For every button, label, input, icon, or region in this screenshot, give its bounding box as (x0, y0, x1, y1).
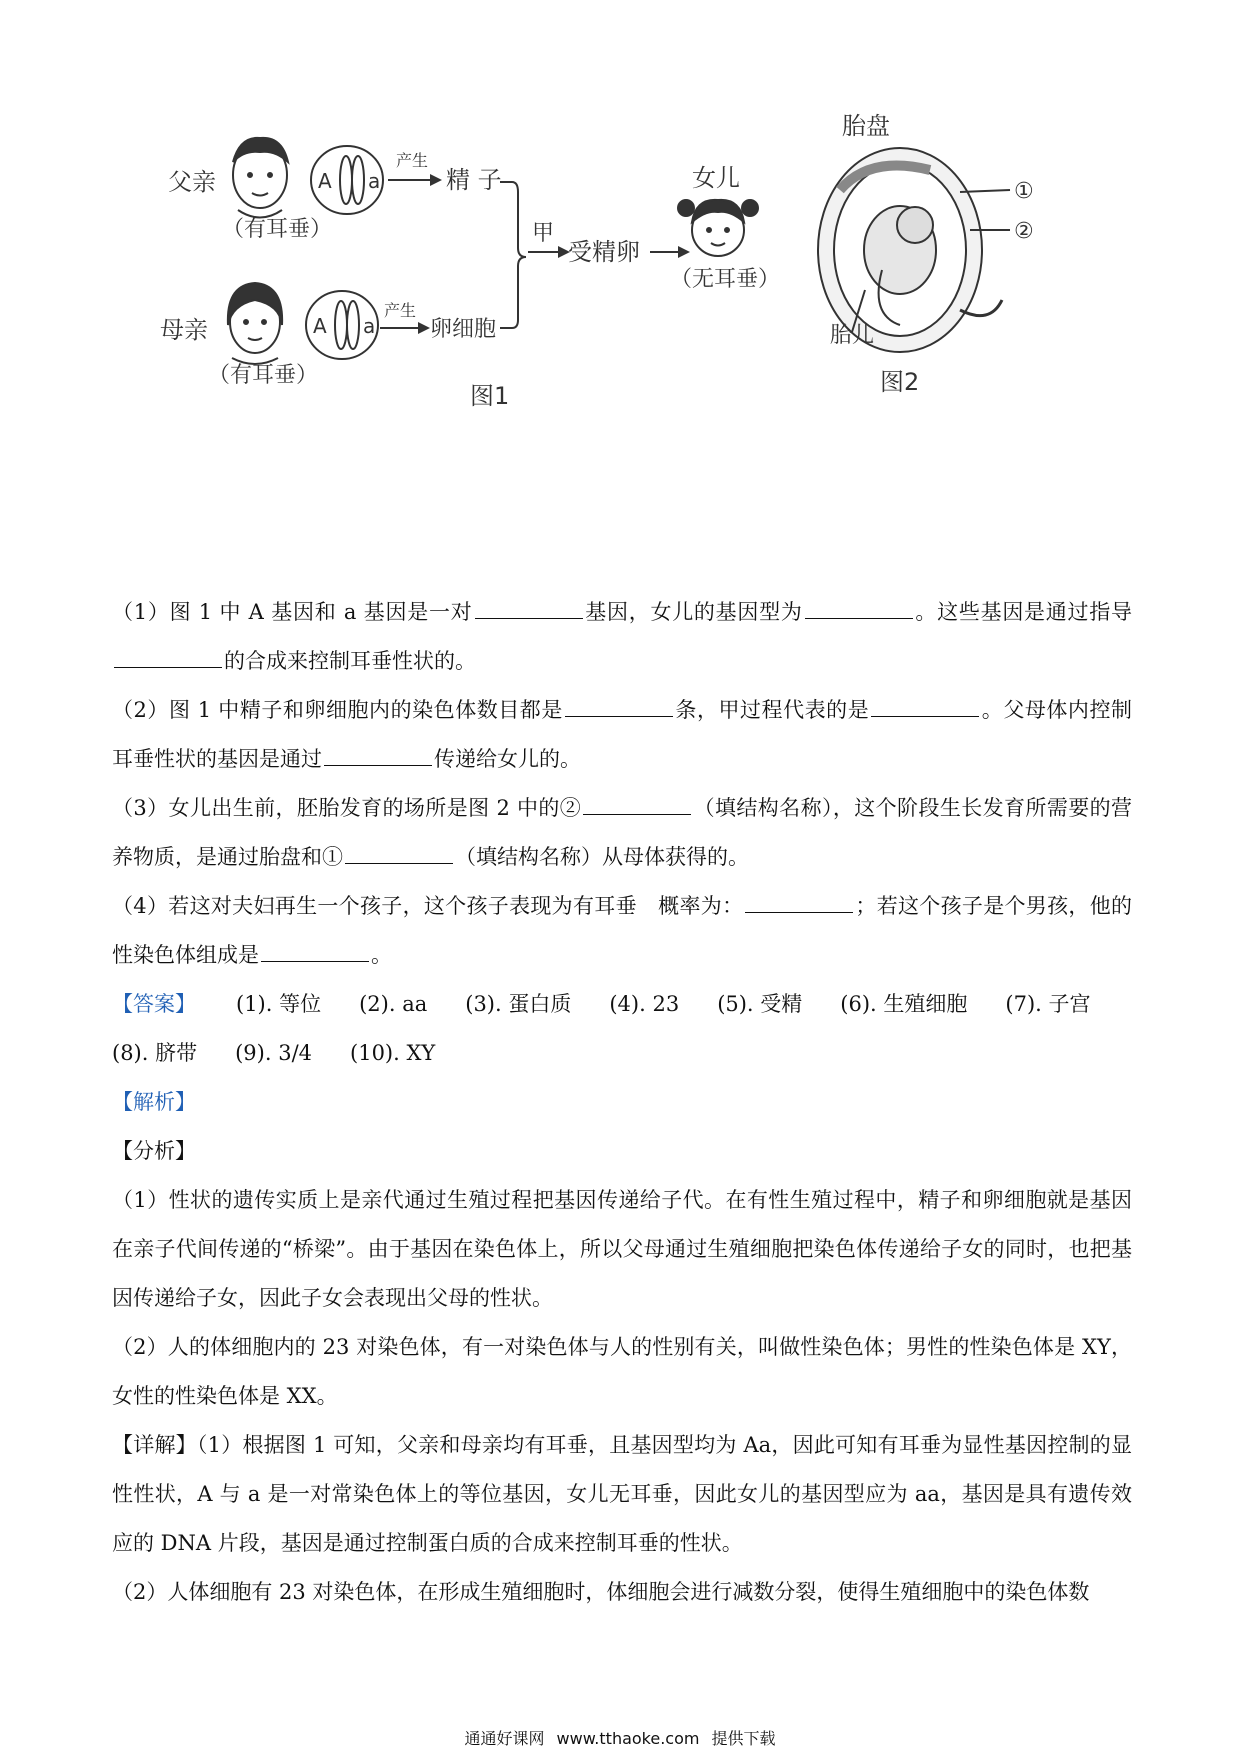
father-produce-label: 产生 (396, 151, 429, 170)
fertilization-bracket (500, 182, 526, 328)
answer-blank (261, 941, 369, 962)
egg-label: 卵细胞 (430, 317, 497, 342)
mother-produce-label: 产生 (384, 301, 417, 320)
footer-url[interactable]: www.tthaoke.com (556, 1729, 700, 1748)
father-face-icon (233, 138, 288, 218)
answer-blank (583, 794, 691, 815)
marker-1: ① (1014, 179, 1034, 204)
answer-item: (6). 生殖细胞 (840, 992, 968, 1016)
figure1-caption: 图1 (470, 382, 510, 410)
analysis-paragraph: （1）性状的遗传实质上是亲代通过生殖过程把基因传递给子代。在有性生殖过程中，精子和卵细胞就是基因在亲子代间传递的“桥梁”。由于基因在染色体上，所以父母通过生殖细胞把染色体传递给子女的同时，也把基因传递给子女，因此子女会表现出父母的性状。 (112, 1188, 1132, 1310)
analysis-label: 【解析】 (112, 1090, 196, 1114)
mother-gene-A: A (313, 314, 327, 338)
mother-face-icon (228, 283, 282, 364)
question-4: （4）若这对夫妇再生一个孩子，这个孩子表现为有耳垂 概率为： ；若这个孩子是个男孩，他的性染色体组成是 。 (112, 894, 1133, 967)
answer-item: (3). 蛋白质 (465, 992, 572, 1016)
analysis-paragraph: （2）人的体细胞内的 23 对染色体，有一对染色体与人的性别有关，叫做性染色体；男性的性染色体是 XY，女性的性染色体是 XX。 (112, 1335, 1132, 1408)
uterus-fetus-icon (818, 148, 1010, 352)
daughter-label: 女儿 (692, 164, 740, 192)
father-gene-a: a (368, 169, 381, 193)
sperm-label: 精 子 (446, 166, 502, 194)
answer-item: (9). 3/4 (235, 1041, 313, 1065)
mother-gene-a: a (363, 314, 376, 338)
footer-site: 通通好课网 (464, 1729, 545, 1748)
footer-note: 提供下载 (711, 1729, 776, 1748)
answer-item: (10). XY (350, 1041, 436, 1065)
answer-blank (805, 598, 913, 619)
question-1: （1）图 1 中 A 基因和 a 基因是一对 基因，女儿的基因型为 。这些基因是通过指导的合成来控制耳垂性状的。 (112, 600, 1133, 673)
father-gene-A: A (318, 169, 332, 193)
question-2: （2）图 1 中精子和卵细胞内的染色体数目都是 条，甲过程代表的是 。父母体内控制耳垂性状的基因是通过 传递给女儿的。 (112, 698, 1133, 771)
mother-label: 母亲 (160, 316, 208, 344)
detail-paragraph: 【详解】（1）根据图 1 可知，父亲和母亲均有耳垂，且基因型均为 Aa，因此可知有耳垂为显性基因控制的显性性状，A 与 a 是一对常染色体上的等位基因，女儿无耳垂，因此女儿的基因型应为 aa，基因是具有遗传效应的 DNA 片段，基因是通过控制蛋白质的合成来控制耳垂的性状。 (112, 1433, 1132, 1555)
answer-blank (745, 892, 853, 913)
answer-line (112, 980, 1132, 1078)
daughter-trait: （无耳垂） (670, 267, 781, 292)
zygote-label: 受精卵 (568, 238, 640, 266)
answer-blank (345, 843, 453, 864)
answer-label: 【答案】 (112, 992, 196, 1016)
answer-item: (4). 23 (609, 992, 680, 1016)
answer-item: (8). 脐带 (112, 1041, 198, 1065)
father-label: 父亲 (168, 168, 216, 196)
answer-item: (5). 受精 (717, 992, 803, 1016)
daughter-face-icon (678, 200, 758, 256)
father-trait: （有耳垂） (222, 217, 333, 242)
placenta-label: 胎盘 (842, 112, 890, 140)
question-content (112, 588, 1132, 1617)
answer-blank (114, 647, 222, 668)
marker-2: ② (1014, 219, 1034, 244)
mother-trait: （有耳垂） (208, 363, 319, 388)
detail-label: 【详解】 (112, 1433, 197, 1457)
answer-blank (324, 745, 432, 766)
fetus-label: 胎儿 (830, 323, 875, 348)
answer-blank (475, 598, 583, 619)
question-3: （3）女儿出生前，胚胎发育的场所是图 2 中的② （填结构名称），这个阶段生长发育所需要的营养物质，是通过胎盘和① （填结构名称）从母体获得的。 (112, 796, 1133, 869)
figure-illustration (140, 100, 1140, 470)
answer-blank (565, 696, 673, 717)
footer (0, 1726, 1240, 1749)
process-jia-label: 甲 (532, 221, 555, 246)
answer-blank (871, 696, 979, 717)
detail-paragraph: （2）人体细胞有 23 对染色体，在形成生殖细胞时，体细胞会进行减数分裂，使得生殖细胞中的染色体数 (112, 1580, 1090, 1604)
answer-item: (2). aa (359, 992, 428, 1016)
figure2-caption: 图2 (880, 368, 920, 396)
answer-item: (1). 等位 (236, 992, 322, 1016)
answer-item: (7). 子宫 (1005, 992, 1091, 1016)
fenxi-label: 【分析】 (112, 1139, 196, 1163)
